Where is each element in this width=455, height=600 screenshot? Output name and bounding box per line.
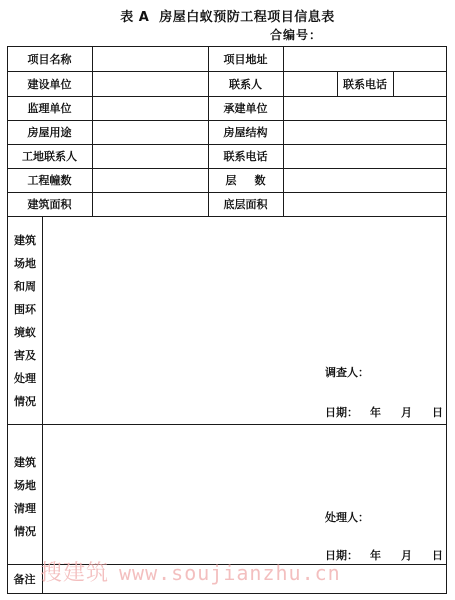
contact-person-label: 联系人 [229, 77, 262, 91]
site-cleanup-label: 建筑 场地 清理 情况 [14, 456, 36, 538]
site-phone-value[interactable] [283, 144, 447, 168]
termite-situation-label: 建筑 场地 和周 围环 境蚁 害及 处理 情况 [14, 234, 36, 408]
project-name-value[interactable] [92, 46, 208, 71]
building-structure-value[interactable] [283, 120, 447, 144]
developer-value[interactable] [92, 71, 208, 96]
date-label: 日期： [325, 406, 358, 419]
year-label: 年 [370, 406, 381, 419]
form-title [0, 6, 455, 25]
serial-number-label: 合编号： [270, 28, 323, 42]
contractor-value[interactable] [283, 96, 447, 120]
site-phone-label: 联系电话 [223, 150, 268, 163]
building-area-value[interactable] [92, 192, 208, 216]
building-count-label: 工程幢数 [27, 174, 72, 187]
ground-floor-area-value[interactable] [283, 192, 447, 216]
building-use-label: 房屋用途 [27, 126, 72, 139]
remarks-label: 备注 [13, 573, 36, 586]
building-structure-label: 房屋结构 [223, 126, 268, 139]
handler-label: 处理人： [325, 511, 369, 524]
supervisor-label: 监理单位 [27, 102, 72, 115]
ground-floor-area-label: 底层面积 [223, 198, 268, 211]
project-address-value[interactable] [283, 46, 447, 71]
date-label: 日期： [325, 549, 358, 562]
day-label: 日 [432, 549, 443, 562]
contact-phone-label: 联系电话 [343, 77, 387, 91]
termite-situation-area[interactable] [42, 216, 447, 424]
building-count-value[interactable] [92, 168, 208, 192]
watermark-url: www.soujianzhu.cn [119, 561, 341, 585]
site-contact-value[interactable] [92, 144, 208, 168]
contractor-label: 承建单位 [223, 102, 268, 115]
floors-value[interactable] [283, 168, 447, 192]
floors-label: 层数 [225, 174, 284, 187]
watermark-brand: 搜建筑 [40, 561, 110, 586]
developer-label: 建设单位 [27, 77, 72, 91]
cleanup-date-line [325, 547, 443, 563]
month-label: 月 [401, 549, 412, 562]
building-area-label: 建筑面积 [27, 198, 72, 211]
termite-date-line [325, 404, 443, 420]
site-watermark [40, 556, 341, 587]
month-label: 月 [401, 406, 412, 419]
supervisor-value[interactable] [92, 96, 208, 120]
investigator-label: 调查人： [325, 366, 369, 379]
project-address-label: 项目地址 [223, 52, 268, 66]
table-title: 房屋白蚁预防工程项目信息表 [159, 10, 335, 25]
contact-phone-value[interactable] [393, 71, 447, 96]
site-contact-label: 工地联系人 [22, 150, 77, 163]
contact-person-value[interactable] [283, 71, 337, 96]
year-label: 年 [370, 549, 381, 562]
day-label: 日 [432, 406, 443, 419]
table-number: 表 A [120, 10, 150, 25]
site-cleanup-area[interactable] [42, 424, 447, 564]
building-use-value[interactable] [92, 120, 208, 144]
project-name-label: 项目名称 [27, 52, 72, 66]
